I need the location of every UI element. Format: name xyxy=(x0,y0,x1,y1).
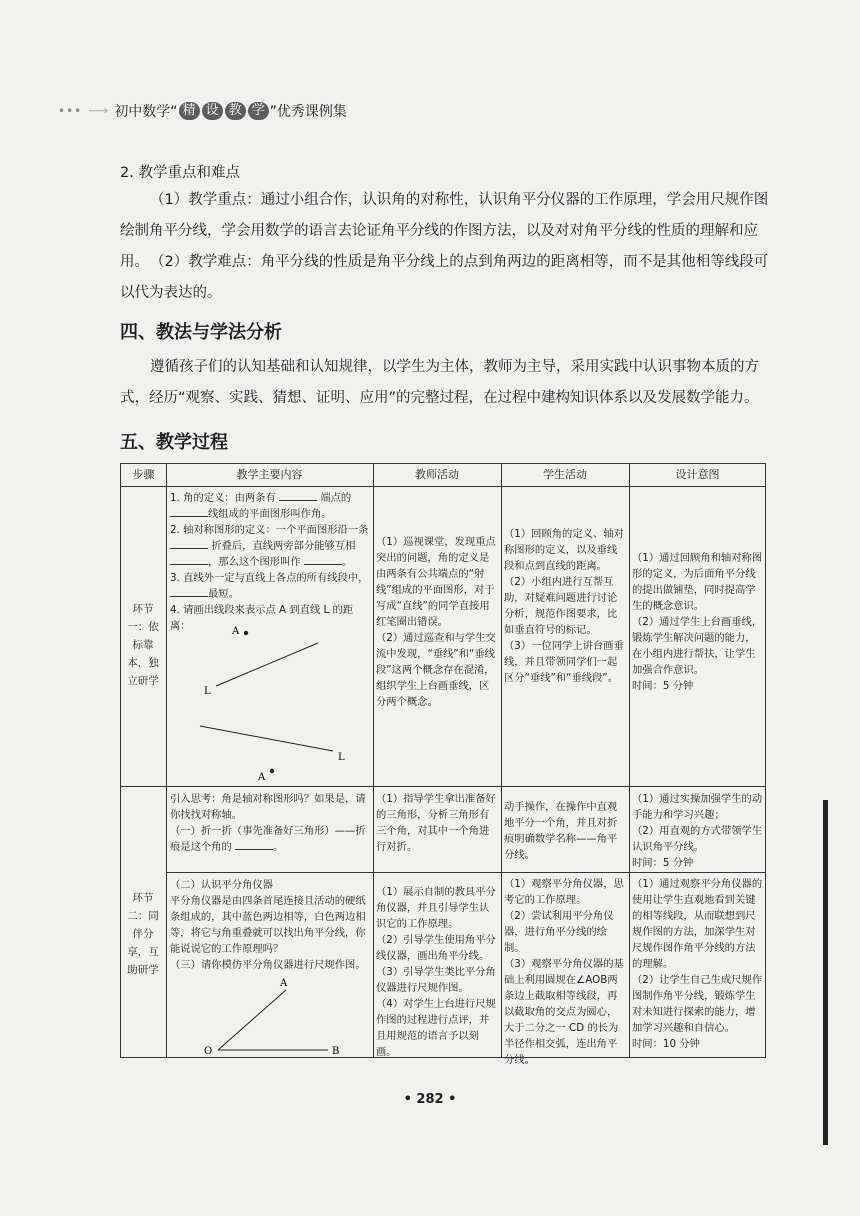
header-title-prefix: 初中数学“ xyxy=(114,104,178,120)
header-pill: 设 xyxy=(202,102,223,120)
column-divider xyxy=(629,464,630,1057)
header-title-suffix: ”优秀课例集 xyxy=(269,104,347,120)
running-header xyxy=(58,101,347,121)
vertex-o-label: O xyxy=(204,1046,213,1056)
stage-1-label: 环节一：依标靠本，独立研学 xyxy=(127,603,159,687)
header-row-divider xyxy=(121,486,765,487)
table-header-cell: 教学主要内容 xyxy=(236,468,303,481)
fill-blank xyxy=(170,554,208,565)
stage-2-label: 环节二：同伴分享，互助研学 xyxy=(127,892,159,976)
stage-1-student-activity: （1）回顾角的定义、轴对称图形的定义，以及垂线段和点到直线的距离。 （2）小组内进行互帮互助，对疑难问题进行讨论分析，规范作图要求，比如垂直符号的标记。 （3）一位同学上讲台画垂线，并且带领同学们一起区分“垂线”和“垂线段”。 xyxy=(504,528,624,684)
point-a-dot xyxy=(270,769,274,773)
page-number: • 282 • xyxy=(403,1092,457,1107)
stage-2-design-intent-bottom: （1）通过观察平分角仪器的使用让学生直观地看到关键的相等线段，从而联想到尺规作图的方法，加深学生对尺规作图作角平分线的方法的理解。 （2）让学生自己生成尺规作图制作角平分线，锻炼学生对未知进行探索的能力，增加学习兴趣和自信心。 时间：10 分钟 xyxy=(632,878,763,1050)
stage-2-design-intent-top: （1）通过实操加强学生的动手能力和学习兴趣； （2）用直观的方式带领学生认识角平分线。 时间：5 分钟 xyxy=(632,793,763,869)
section-4-body: 遵循孩子们的认知基础和认知规律，以学生为主体，教师为主导，采用实践中认识事物本质的方式，经历“观察、实践、猜想、证明、应用”的完整过程，在过程中建构知识体系以及发展数学能力。 xyxy=(120,359,759,406)
point-line-figure xyxy=(168,616,372,784)
point-a-label: A xyxy=(258,772,266,783)
point-a-dot xyxy=(244,631,248,635)
table-header-cell: 步骤 xyxy=(132,468,155,481)
stage-2-teacher-activity-top: （1）指导学生拿出准备好的三角形，分析三角形有三个角，对其中一个角进行对折。 xyxy=(376,793,496,853)
arrow-icon: ⟶ xyxy=(88,103,109,119)
stage-2-student-activity-bottom: （1）观察平分角仪器，思考它的工作原理。 （2）尝试利用平分角仪器，进行角平分线的绘制。 （3）观察平分角仪器的基础上利用圆规在∠AOB两条边上截取相等线段，再以截取角的交点为圆心，大于二分之一 CD 的长为半径作相交弧，连出角平分线。 xyxy=(504,878,624,1066)
line-l-label: L xyxy=(338,752,345,763)
stage-divider xyxy=(121,786,765,787)
column-divider xyxy=(373,464,374,1057)
point-a-label: A xyxy=(232,626,240,637)
fill-blank xyxy=(170,538,208,549)
stage-2-student-activity-top: 动手操作，在操作中直观地平分一个角，并且对折痕明确数学名称——角平分线。 xyxy=(504,801,618,861)
fill-blank xyxy=(170,506,208,517)
line-l-upper xyxy=(216,643,318,686)
key-point-paragraph: （1）教学重点：通过小组合作，认识角的对称性，认识角平分仪器的工作原理，学会用尺规作图绘制角平分线，学会用数学的语言去论证角平分线的作图方法，以及对对角平分线的性质的理解和应用。 xyxy=(120,192,769,270)
stage-2-content-bottom: （二）认识平分角仪器 平分角仪器是由四条首尾连接且活动的硬纸条组成的，其中蓝色两边相等，白色两边相等，将它与角重叠就可以找出角平分线，你能说说它的工作原理吗？ （三）请你模仿平分角仪器进行尺规作图。 xyxy=(170,879,366,971)
header-pill: 学 xyxy=(248,102,269,120)
angle-aob-figure xyxy=(168,974,372,1056)
fill-blank xyxy=(170,586,208,597)
column-divider xyxy=(501,464,502,1057)
stage-1-teacher-activity: （1）巡视课堂，发现重点突出的问题，角的定义是由两条有公共端点的“射线”组成的平面图形，对于写成“直线”的同学直接用红笔圈出错误。 （2）通过巡查和与学生交流中发现，“垂线”和“垂线段”这两个概念存在混淆，组织学生上台画垂线，区分两个概念。 xyxy=(376,536,496,708)
table-header-cell: 学生活动 xyxy=(543,468,587,481)
header-dots: ••• xyxy=(58,104,83,118)
header-pill: 精 xyxy=(179,102,200,120)
section-2-heading: 2. 教学重点和难点 xyxy=(120,165,240,181)
stage-1-content: 1. 角的定义：由两条有 端点的 线组成的平面图形叫作角。 2. 轴对称图形的定义：一个平面图形沿一条 折叠后，直线两旁部分能够互相 ，那么这个图形叫作 。 3. 直线外一定与直线上各点的所有线段中， 最短。 4. 请画出线段来表示点 A 到直线 L 的距离： xyxy=(170,492,369,632)
fill-blank xyxy=(304,554,342,565)
table-header-cell: 设计意图 xyxy=(675,468,720,481)
ray-oa xyxy=(218,990,286,1050)
table-header-cell: 教师活动 xyxy=(415,468,459,481)
vertex-b-label: B xyxy=(332,1046,340,1056)
column-divider xyxy=(166,464,167,1057)
stage-2-content-top: 引入思考：角是轴对称图形吗？如果是，请你找找对称轴。 （一）折一折（事先准备好三角形）——折痕是这个角的 。 xyxy=(170,793,366,853)
line-l-label: L xyxy=(204,686,211,697)
line-l-lower xyxy=(200,726,333,751)
stage-1-design-intent: （1）通过回顾角和轴对称图形的定义，为后面角平分线的提出做铺垫，同时提高学生的概念意识。 （2）通过学生上台画垂线，锻炼学生解决问题的能力，在小组内进行帮扶，让学生加强合作意识。 时间：5 分钟 xyxy=(632,552,763,692)
fill-blank xyxy=(279,490,317,501)
fill-blank xyxy=(235,839,273,850)
section-5-title: 五、教学过程 xyxy=(120,432,228,453)
section-4-title: 四、教法与学法分析 xyxy=(120,322,282,343)
teaching-process-table xyxy=(120,463,766,1066)
difficult-point-paragraph: （2）教学难点：角平分线的性质是角平分线上的点到角两边的距离相等，而不是其他相等线段可以代为表达的。 xyxy=(120,254,769,301)
vertex-a-label: A xyxy=(280,978,288,989)
substage-divider xyxy=(166,872,765,873)
header-pill: 教 xyxy=(225,102,246,120)
stage-2-teacher-activity-bottom: （1）展示自制的教具平分角仪器，并且引导学生认识它的工作原理。 （2）引导学生使用角平分线仪器，画出角平分线。 （3）引导学生类比平分角仪器进行尺规作图。 （4）对学生上台进行尺规作图的过程进行点评，并且用规范的语言予以刻画。 xyxy=(376,886,496,1058)
